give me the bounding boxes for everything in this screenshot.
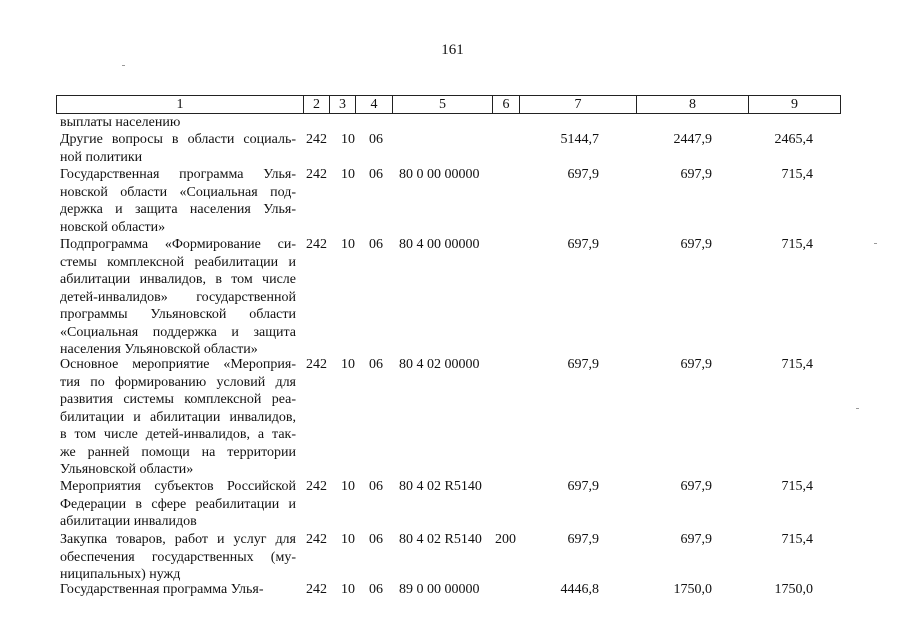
item-name-line: развития системы комплексной реа- [60,392,296,407]
grbs-cell: 242 [306,237,327,252]
podrazdel-cell: 06 [369,357,383,372]
item-name-cell [60,581,296,599]
scan-speck [874,243,877,244]
razdel-cell: 10 [341,582,355,597]
grbs-cell: 242 [306,357,327,372]
podrazdel-cell: 06 [369,582,383,597]
amount-col-9-cell: 1750,0 [774,582,813,597]
item-name-cell [60,356,296,479]
item-name-cell [60,166,296,236]
podrazdel-cell: 06 [369,237,383,252]
header-col-7: 7 [519,95,637,114]
header-col-5: 5 [392,95,493,114]
amount-col-9-cell: 715,4 [781,357,813,372]
item-name-line: Государственная программа Улья- [60,167,296,182]
podrazdel-cell: 06 [369,132,383,147]
razdel-cell: 10 [341,357,355,372]
item-name-cell [60,131,296,166]
amount-col-7-cell: 697,9 [567,237,599,252]
item-name-line: в том числе детей-инвалидов, а так- [60,427,296,442]
grbs-cell: 242 [306,532,327,547]
razdel-cell: 10 [341,167,355,182]
amount-col-9-cell: 715,4 [781,237,813,252]
scan-speck [856,408,859,409]
amount-col-7-cell: 697,9 [567,167,599,182]
header-col-2: 2 [303,95,330,114]
item-name-line: программы Ульяновской области [60,307,296,322]
table-header [56,95,839,114]
page-number: 161 [441,42,464,58]
amount-col-9-cell: 715,4 [781,167,813,182]
razdel-cell: 10 [341,479,355,494]
amount-col-9-cell: 715,4 [781,532,813,547]
item-name-line: Мероприятия субъектов Российской [60,479,296,494]
amount-col-8-cell: 697,9 [680,357,712,372]
item-name-line: абилитации инвалидов, в том числе [60,272,296,287]
item-name-line: же ранней помощи на территории [60,444,296,460]
amount-col-8-cell: 697,9 [680,479,712,494]
item-name-line: держка и защита населения Улья- [60,202,296,217]
item-name-line: Подпрограмма «Формирование си- [60,237,296,252]
razdel-cell: 10 [341,532,355,547]
item-name-line: Ульяновской области» [60,462,194,477]
header-col-4: 4 [355,95,393,114]
item-name-line: Федерации в сфере реабилитации и [60,496,296,512]
amount-col-8-cell: 697,9 [680,237,712,252]
item-name-line: «Социальная поддержка и защита [60,324,296,340]
grbs-cell: 242 [306,479,327,494]
item-name-line: абилитации инвалидов [60,514,197,529]
item-name-line: Основное мероприятие «Мероприя- [60,357,296,372]
amount-col-8-cell: 697,9 [680,167,712,182]
item-name-line: стемы комплексной реабилитации и [60,254,296,270]
amount-col-8-cell: 697,9 [680,532,712,547]
amount-col-9-cell: 715,4 [781,479,813,494]
item-name-line: выплаты населению [60,115,181,130]
razdel-cell: 10 [341,237,355,252]
item-name-line: новской области» [60,219,166,235]
grbs-cell: 242 [306,582,327,597]
target-article-cell: 80 4 02 R5140 [399,532,482,547]
header-col-9: 9 [748,95,841,114]
item-name-cell [60,531,296,584]
item-name-cell [60,236,296,359]
header-col-3: 3 [329,95,356,114]
expense-type-cell: 200 [495,532,516,547]
target-article-cell: 80 4 02 00000 [399,357,480,372]
item-name-line: ниципальных) нужд [60,567,181,582]
scan-speck [122,65,125,66]
target-article-cell: 80 4 02 R5140 [399,479,482,494]
grbs-cell: 242 [306,132,327,147]
target-article-cell: 89 0 00 00000 [399,582,480,597]
target-article-cell: 80 4 00 00000 [399,237,480,252]
item-name-line: тия по формированию условий для [60,374,296,390]
item-name-line: билитации и абилитации инвалидов, [60,409,296,425]
header-col-1: 1 [56,95,304,114]
podrazdel-cell: 06 [369,167,383,182]
item-name-cell [60,478,296,531]
podrazdel-cell: 06 [369,479,383,494]
amount-col-7-cell: 697,9 [567,357,599,372]
amount-col-8-cell: 2447,9 [673,132,712,147]
header-col-6: 6 [492,95,520,114]
podrazdel-cell: 06 [369,532,383,547]
amount-col-7-cell: 4446,8 [560,582,599,597]
amount-col-8-cell: 1750,0 [673,582,712,597]
item-name-line: детей-инвалидов» государственной [60,289,296,305]
amount-col-7-cell: 697,9 [567,479,599,494]
item-name-cell [60,114,296,132]
grbs-cell: 242 [306,167,327,182]
header-col-8: 8 [636,95,749,114]
amount-col-7-cell: 697,9 [567,532,599,547]
target-article-cell: 80 0 00 00000 [399,167,480,182]
item-name-line: Закупка товаров, работ и услуг для [60,532,296,547]
item-name-line: новской области «Социальная под- [60,184,296,200]
item-name-line: Государственная программа Улья- [60,582,264,597]
item-name-line: населения Ульяновской области» [60,342,258,357]
item-name-line: Другие вопросы в области социаль- [60,132,296,147]
item-name-line: обеспечения государственных (му- [60,549,296,565]
item-name-line: ной политики [60,149,143,165]
amount-col-9-cell: 2465,4 [774,132,813,147]
razdel-cell: 10 [341,132,355,147]
amount-col-7-cell: 5144,7 [560,132,599,147]
